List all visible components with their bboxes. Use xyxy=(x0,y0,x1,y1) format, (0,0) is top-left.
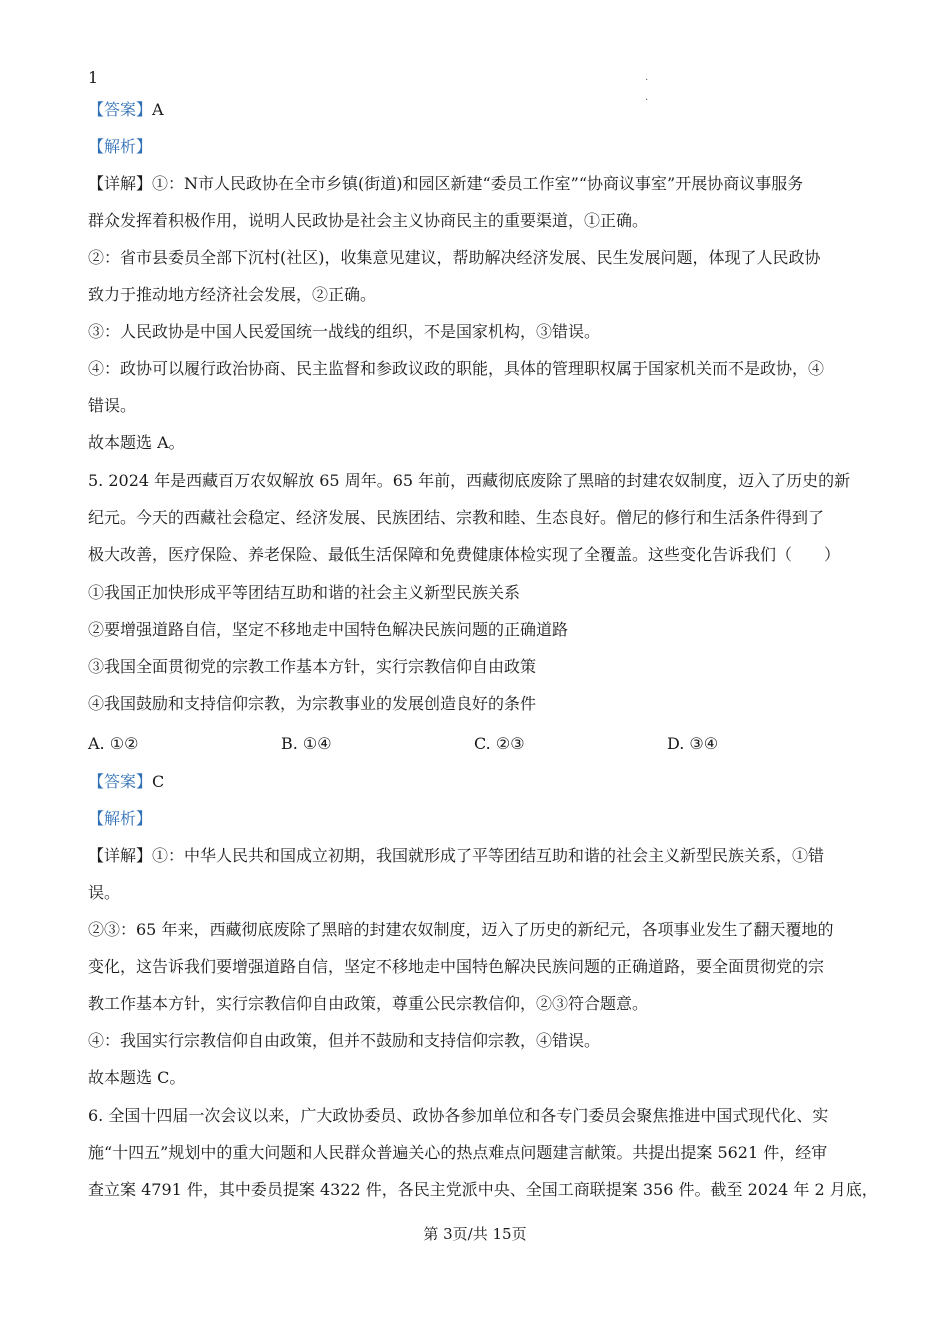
explanation-line: ②③：65 年来，西藏彻底废除了黑暗的封建农奴制度，迈入了历史的新纪元，各项事业发生了翻天覆地的 xyxy=(88,920,834,939)
decorative-dot: . xyxy=(645,92,649,103)
detail-label: 【详解】 xyxy=(88,846,153,865)
option-c: C. ②③ xyxy=(474,734,525,753)
answer-value: C xyxy=(152,772,165,791)
explanation-line: 群众发挥着积极作用，说明人民政协是社会主义协商民主的重要渠道，①正确。 xyxy=(88,211,649,230)
explanation-line: 误。 xyxy=(88,883,121,902)
answer-label: 【答案】 xyxy=(88,772,153,791)
analysis-label: 【解析】 xyxy=(88,809,153,828)
explanation-line: 变化，这告诉我们要增强道路自信，坚定不移地走中国特色解决民族问题的正确道路，要全面贯彻党的宗 xyxy=(88,957,825,976)
question-stem: 极大改善，医疗保险、养老保险、最低生活保障和免费健康体检实现了全覆盖。这些变化告诉我们（ ） xyxy=(88,545,841,564)
explanation-line: ④：我国实行宗教信仰自由政策，但并不鼓励和支持信仰宗教，④错误。 xyxy=(88,1031,601,1050)
conclusion-line: 故本题选 C。 xyxy=(88,1068,186,1087)
analysis-label: 【解析】 xyxy=(88,137,153,156)
decorative-dot: . xyxy=(645,72,649,83)
option-d: D. ③④ xyxy=(667,734,719,753)
statement-item: ②要增强道路自信，坚定不移地走中国特色解决民族问题的正确道路 xyxy=(88,620,569,639)
explanation-line: 错误。 xyxy=(88,396,137,415)
explanation-line: ③：人民政协是中国人民爱国统一战线的组织，不是国家机构，③错误。 xyxy=(88,322,601,341)
explanation-line: 教工作基本方针，实行宗教信仰自由政策，尊重公民宗教信仰，②③符合题意。 xyxy=(88,994,649,1013)
question-stem: 纪元。今天的西藏社会稳定、经济发展、民族团结、宗教和睦、生态良好。僧尼的修行和生活条件得到了 xyxy=(88,508,825,527)
option-b: B. ①④ xyxy=(281,734,332,753)
detail-label: 【详解】 xyxy=(88,174,153,193)
statement-item: ④我国鼓励和支持信仰宗教，为宗教事业的发展创造良好的条件 xyxy=(88,694,537,713)
answer-line-q5 xyxy=(88,771,862,793)
question-stem: 查立案 4791 件，其中委员提案 4322 件，各民主党派中央、全国工商联提案 356 件。截至 2024 年 2 月底， xyxy=(88,1180,878,1199)
statement-item: ③我国全面贯彻党的宗教工作基本方针，实行宗教信仰自由政策 xyxy=(88,657,537,676)
option-a: A. ①② xyxy=(88,734,139,753)
conclusion-line: 故本题选 A。 xyxy=(88,433,185,452)
explanation-line: ④：政协可以履行政治协商、民主监督和参政议政的职能，具体的管理职权属于国家机关而不是政协，④ xyxy=(88,359,825,378)
question-stem: 5. 2024 年是西藏百万农奴解放 65 周年。65 年前，西藏彻底废除了黑暗的封建农奴制度，迈入了历史的新 xyxy=(88,471,851,490)
answer-value: A xyxy=(152,100,164,119)
answer-label: 【答案】 xyxy=(88,100,153,119)
explanation-line xyxy=(88,845,862,867)
explanation-text: ①：N市人民政协在全市乡镇(街道)和园区新建“委员工作室”“协商议事室”开展协商议事服务 xyxy=(152,174,804,193)
top-mark: 1 xyxy=(88,68,99,87)
explanation-text: ①：中华人民共和国成立初期，我国就形成了平等团结互助和谐的社会主义新型民族关系，①错 xyxy=(152,846,825,865)
explanation-line: ②：省市县委员全部下沉村(社区)，收集意见建议，帮助解决经济发展、民生发展问题，体现了人民政协 xyxy=(88,248,821,267)
explanation-line xyxy=(88,173,862,195)
question-stem: 施“十四五”规划中的重大问题和人民群众普遍关心的热点难点问题建言献策。共提出提案 5621 件，经审 xyxy=(88,1143,828,1162)
explanation-line: 致力于推动地方经济社会发展，②正确。 xyxy=(88,285,377,304)
question-stem: 6. 全国十四届一次会议以来，广大政协委员、政协各参加单位和各专门委员会聚焦推进中国式现代化、实 xyxy=(88,1106,829,1125)
statement-item: ①我国正加快形成平等团结互助和谐的社会主义新型民族关系 xyxy=(88,583,521,602)
answer-line-q4 xyxy=(88,99,862,121)
page-footer: 第 3页/共 15页 xyxy=(423,1225,527,1243)
